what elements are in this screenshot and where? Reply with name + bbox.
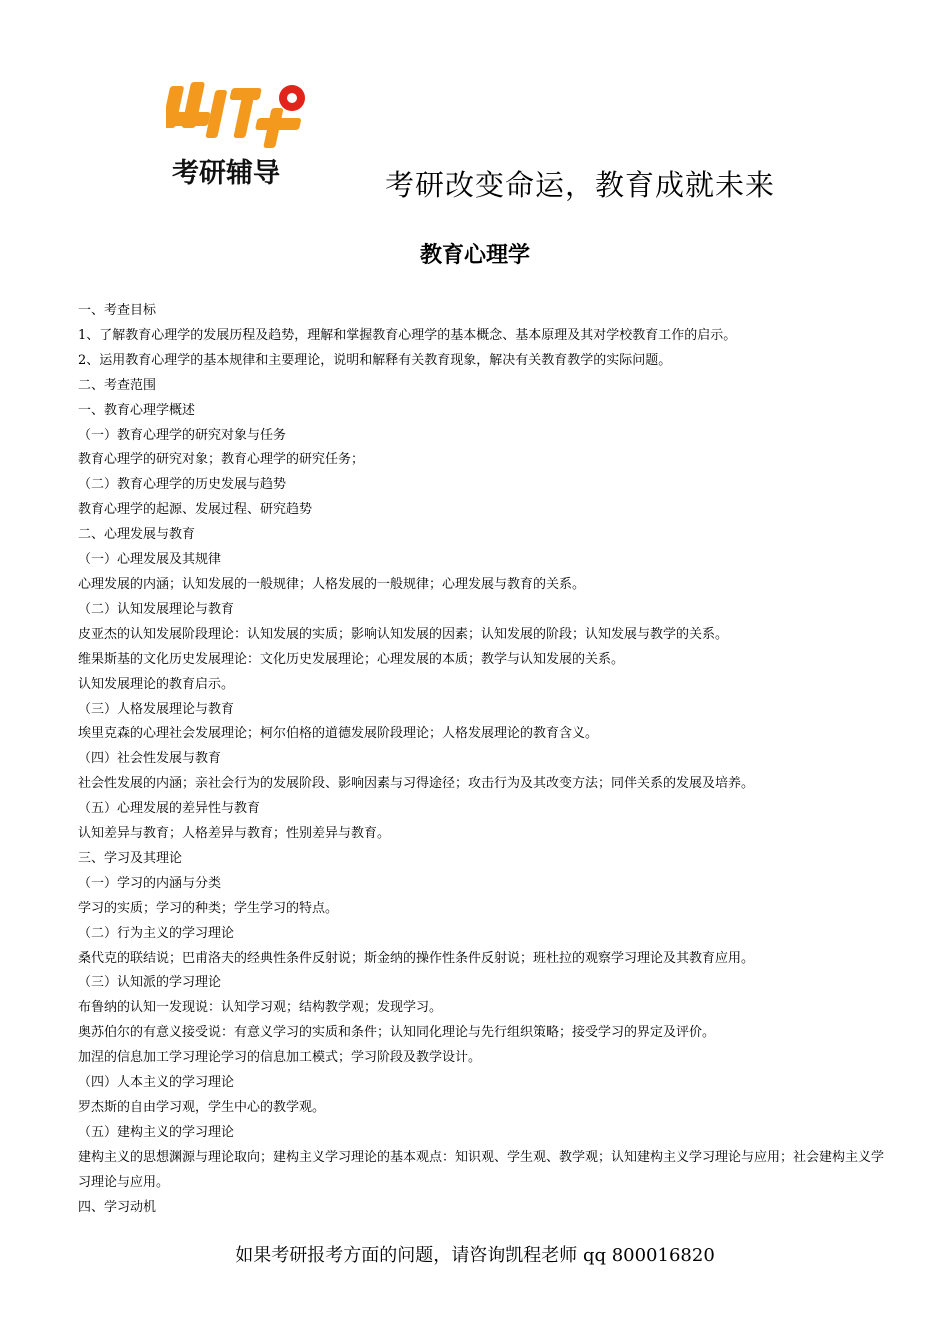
document-line: 社会性发展的内涵；亲社会行为的发展阶段、影响因素与习得途径；攻击行为及其改变方法；同伴关系的发展及培养。 [78,776,755,792]
document-body [78,299,884,1221]
document-line: 二、考查范围 [78,377,157,393]
document-line: 埃里克森的心理社会发展理论；柯尔伯格的道德发展阶段理论；人格发展理论的教育含义。 [78,726,599,742]
document-line: 认知发展理论的教育启示。 [78,676,235,692]
document-line: （二）认知发展理论与教育 [78,601,235,617]
document-line: 二、心理发展与教育 [78,527,196,543]
document-line: 一、考查目标 [78,303,157,318]
document-line: （四）社会性发展与教育 [78,751,222,767]
document-title: 教育心理学 [419,243,530,268]
document-line: 罗杰斯的自由学习观，学生中心的教学观。 [78,1100,326,1115]
slogan: 考研改变命运，教育成就未来 [385,168,776,202]
document-line: （三）人格发展理论与教育 [78,701,235,717]
document-line: 桑代克的联结说；巴甫洛夫的经典性条件反射说；斯金纳的操作性条件反射说；班杜拉的观察学习理论及其教育应用。 [78,950,755,966]
document-line: 学习的实质；学习的种类；学生学习的特点。 [78,900,339,916]
document-line: （三）认知派的学习理论 [78,975,222,991]
document-line: 四、学习动机 [78,1199,157,1215]
document-line: （四）人本主义的学习理论 [78,1075,235,1091]
document-line: 布鲁纳的认知一发现说：认知学习观；结构教学观；发现学习。 [78,1000,443,1016]
document-line: 奥苏伯尔的有意义接受说：有意义学习的实质和条件；认知同化理论与先行组织策略；接受学习的界定及评价。 [78,1025,716,1041]
document-line: 1、了解教育心理学的发展历程及趋势，理解和掌握教育心理学的基本概念、基本原理及其对学校教育工作的启示。 [78,327,737,343]
document-line: 皮亚杰的认知发展阶段理论：认知发展的实质；影响认知发展的因素；认知发展的阶段；认知发展与教学的关系。 [78,626,729,642]
document-line: 一、教育心理学概述 [78,402,196,418]
document-line: （二）行为主义的学习理论 [78,925,235,941]
document-line: （一）教育心理学的研究对象与任务 [78,427,287,443]
document-line: （五）建构主义的学习理论 [78,1124,235,1140]
document-line: 维果斯基的文化历史发展理论：文化历史发展理论；心理发展的本质；教学与认知发展的关系。 [78,651,625,667]
logo-subtitle: 考研辅导 [172,158,280,189]
document-line: （五）心理发展的差异性与教育 [78,801,261,817]
document-line: 2、运用教育心理学的基本规律和主要理论，说明和解释有关教育现象，解决有关教育教学的实际问题。 [78,352,672,368]
document-line: 建构主义的思想渊源与理论取向；建构主义学习理论的基本观点：知识观、学生观、教学观；认知建构主义学习理论与应用；社会建构主义学习理论与应用。 [78,1149,885,1190]
logo-text: 凯程 [166,78,168,79]
document-line: 心理发展的内涵；认知发展的一般规律；人格发展的一般规律；心理发展与教育的关系。 [78,576,586,592]
document-line: 认知差异与教育；人格差异与教育；性别差异与教育。 [78,826,391,842]
footer-contact: 如果考研报考方面的问题，请咨询凯程老师 qq 800016820 [235,1245,715,1266]
document-line: （一）心理发展及其规律 [78,552,222,568]
document-line: 教育心理学的起源、发展过程、研究趋势 [78,502,313,518]
document-line: 加涅的信息加工学习理论学习的信息加工模式；学习阶段及教学设计。 [78,1050,482,1066]
document-line: （一）学习的内涵与分类 [78,875,222,891]
document-line: 教育心理学的研究对象；教育心理学的研究任务； [78,452,365,468]
document-line: （二）教育心理学的历史发展与趋势 [78,477,287,493]
kaicheng-logo [166,78,316,196]
document-line: 三、学习及其理论 [78,850,183,866]
